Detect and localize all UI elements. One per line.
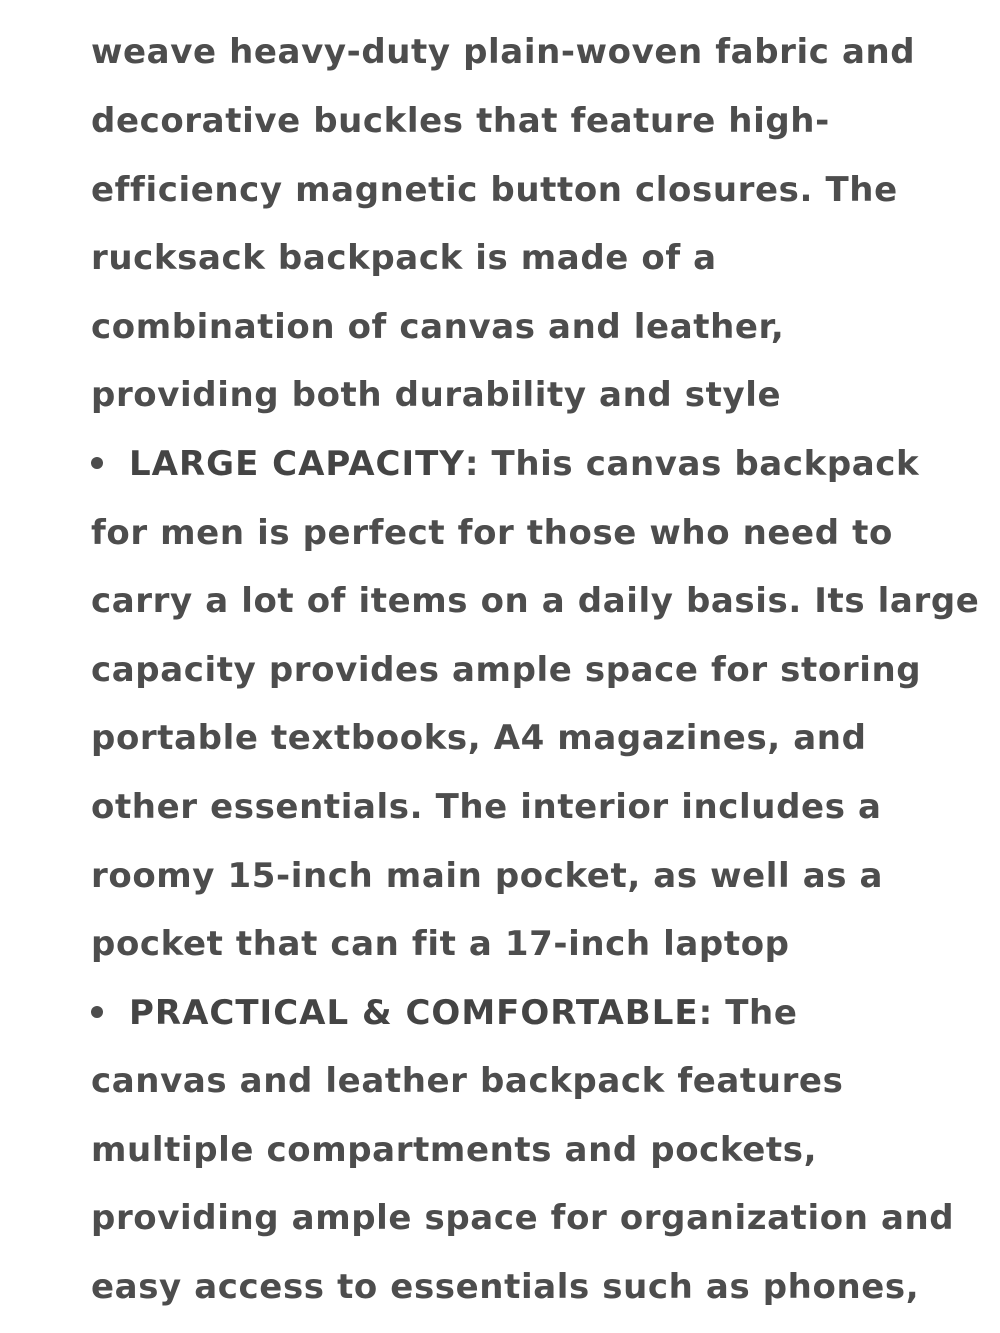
bullet-line: canvas and leather backpack features <box>91 1061 844 1101</box>
bullet-text: The <box>712 993 798 1033</box>
bullet-icon <box>91 457 103 469</box>
bullet-line: for men is perfect for those who need to <box>91 513 893 553</box>
bullet-icon <box>91 1006 103 1018</box>
intro-line: rucksack backpack is made of a <box>91 238 717 278</box>
bullet-line: portable textbooks, A4 magazines, and <box>91 718 867 758</box>
bullet-line: easy access to essentials such as phones, <box>91 1267 920 1307</box>
intro-line: efficiency magnetic button closures. The <box>91 170 898 210</box>
bullet-line: providing ample space for organization and <box>91 1198 955 1238</box>
bullet-line: pocket that can fit a 17-inch laptop <box>91 924 790 964</box>
bullet-line: capacity provides ample space for storing <box>91 650 922 690</box>
bullet-line: multiple compartments and pockets, <box>91 1130 818 1170</box>
intro-line: providing both durability and style <box>91 375 782 415</box>
bullet-item-large-capacity <box>91 444 919 484</box>
intro-line: weave heavy-duty plain-woven fabric and <box>91 32 916 72</box>
bullet-colon: : <box>464 444 480 484</box>
bullet-line: other essentials. The interior includes a <box>91 787 882 827</box>
bullet-colon: : <box>698 993 713 1033</box>
bullet-heading: PRACTICAL & COMFORTABLE <box>129 993 699 1033</box>
bullet-line: roomy 15-inch main pocket, as well as a <box>91 856 884 896</box>
bullet-text: This canvas backpack <box>479 444 920 484</box>
intro-line: combination of canvas and leather, <box>91 307 785 347</box>
bullet-heading: LARGE CAPACITY <box>129 444 465 484</box>
bullet-item-practical-comfortable <box>91 993 798 1033</box>
bullet-line: carry a lot of items on a daily basis. Its large <box>91 581 980 621</box>
intro-line: decorative buckles that feature high- <box>91 101 830 141</box>
